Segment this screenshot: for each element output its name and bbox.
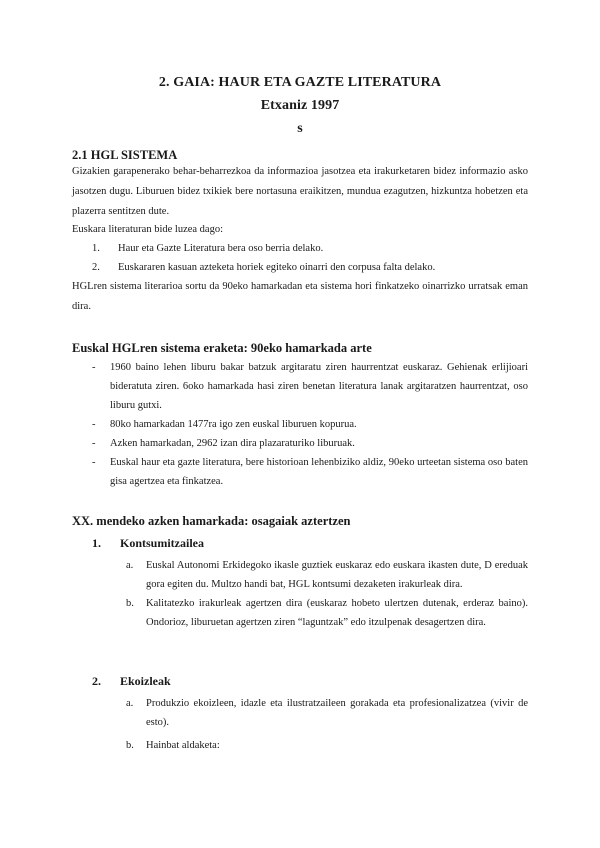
list-item (72, 258, 528, 277)
list-item (72, 415, 528, 434)
dash-marker: - (92, 457, 96, 468)
list-item (72, 594, 528, 632)
section-heading-osagaiak: XX. mendeko azken hamarkada: osagaiak aztertzen (72, 514, 351, 528)
list-item-text: Euskal Autonomi Erkidegoko ikasle guztiek euskaraz edo euskara ikasten dute, D ereduak gora egiten du. Multzo handi bat, HGL kontsumi dezaketen irakurleak dira. (146, 560, 528, 590)
list-item (72, 556, 528, 594)
list-item (72, 694, 528, 732)
alpha-list-ekoizleak (72, 694, 528, 755)
alpha-marker: a. (126, 698, 134, 709)
subheading-number: 1. (92, 536, 101, 550)
document-mark: s (297, 121, 303, 136)
list-item (72, 239, 528, 258)
alpha-marker: b. (126, 598, 134, 609)
list-item-text: Euskararen kasuan azteketa horiek egiteko oinarri den corpusa falta delako. (118, 262, 436, 273)
list-item-text: Haur eta Gazte Literatura bera oso berria delako. (118, 243, 324, 254)
list-item-number: 1. (92, 243, 100, 254)
list-item-text: 80ko hamarkadan 1477ra igo zen euskal liburuen kopurua. (110, 419, 357, 430)
list-item-text: Euskal haur eta gazte literatura, bere historioan lehenbiziko aldiz, 90eko urteetan sistema oso baten gisa agertzea eta finkatzea. (110, 457, 528, 487)
subheading-title: Ekoizleak (120, 674, 171, 688)
alpha-marker: a. (126, 560, 134, 571)
list-item (72, 736, 528, 755)
list-item-text: Azken hamarkadan, 2962 izan dira plazaraturiko liburuak. (110, 438, 355, 449)
document-title: 2. GAIA: HAUR ETA GAZTE LITERATURA (158, 75, 442, 90)
subheading-title: Kontsumitzailea (120, 536, 204, 550)
subheading-ekoizleak (92, 674, 171, 689)
dash-marker: - (92, 419, 96, 430)
list-item-number: 2. (92, 262, 100, 273)
numbered-list (72, 239, 528, 277)
paragraph-bide-luzea: Euskara literaturan bide luzea dago: (72, 224, 224, 235)
list-item (72, 453, 528, 491)
subheading-kontsumitzailea (92, 536, 204, 551)
paragraph-sistema-literarioa: HGLren sistema literarioa sortu da 90eko hamarkadan eta sistema hori finkatzeko oinarrizko urratsak eman dira. (72, 281, 528, 312)
list-item-text: 1960 baino lehen liburu bakar batzuk argitaratu ziren haurrentzat euskaraz. Gehienak erlijioari bideratuta ziren. 6oko hamarkada hasi ziren benetan literatura lanak argitaratzen haurrentzat, oso liburu gutxi. (110, 362, 528, 411)
list-item-text: Kalitatezko irakurleak agertzen dira (euskaraz hobeto ulertzen dutenak, erderaz baino). Ondorioz, liburuetan agertzen ziren “laguntzak” edo itzulpenak desagertzen dira. (146, 598, 528, 628)
subheading-number: 2. (92, 674, 101, 688)
list-item (72, 434, 528, 453)
section-heading-hgl-sistema: 2.1 HGL SISTEMA (72, 148, 178, 162)
dash-marker: - (92, 438, 96, 449)
list-item (72, 358, 528, 415)
dash-list (72, 358, 528, 491)
dash-marker: - (92, 362, 96, 373)
paragraph-intro: Gizakien garapenerako behar-beharrezkoa da informazioa jasotzea eta irakurketaren bidez informazio asko jasotzen dugu. Liburuen bidez txikiek bere nortasuna eraikitzen, mundua ezagutzen, hizkuntza hobetzen eta plazerra sentitzen dute. (72, 166, 528, 217)
section-heading-sistema-eraketa: Euskal HGLren sistema eraketa: 90eko hamarkada arte (72, 341, 372, 355)
list-item-text: Hainbat aldaketa: (146, 740, 220, 751)
alpha-marker: b. (126, 740, 134, 751)
document-subtitle: Etxaniz 1997 (260, 98, 340, 113)
list-item-text: Produkzio ekoizleen, idazle eta ilustratzaileen gorakada eta profesionalizatzea (vivir de esto). (146, 698, 528, 728)
alpha-list-kontsumitzailea (72, 556, 528, 632)
